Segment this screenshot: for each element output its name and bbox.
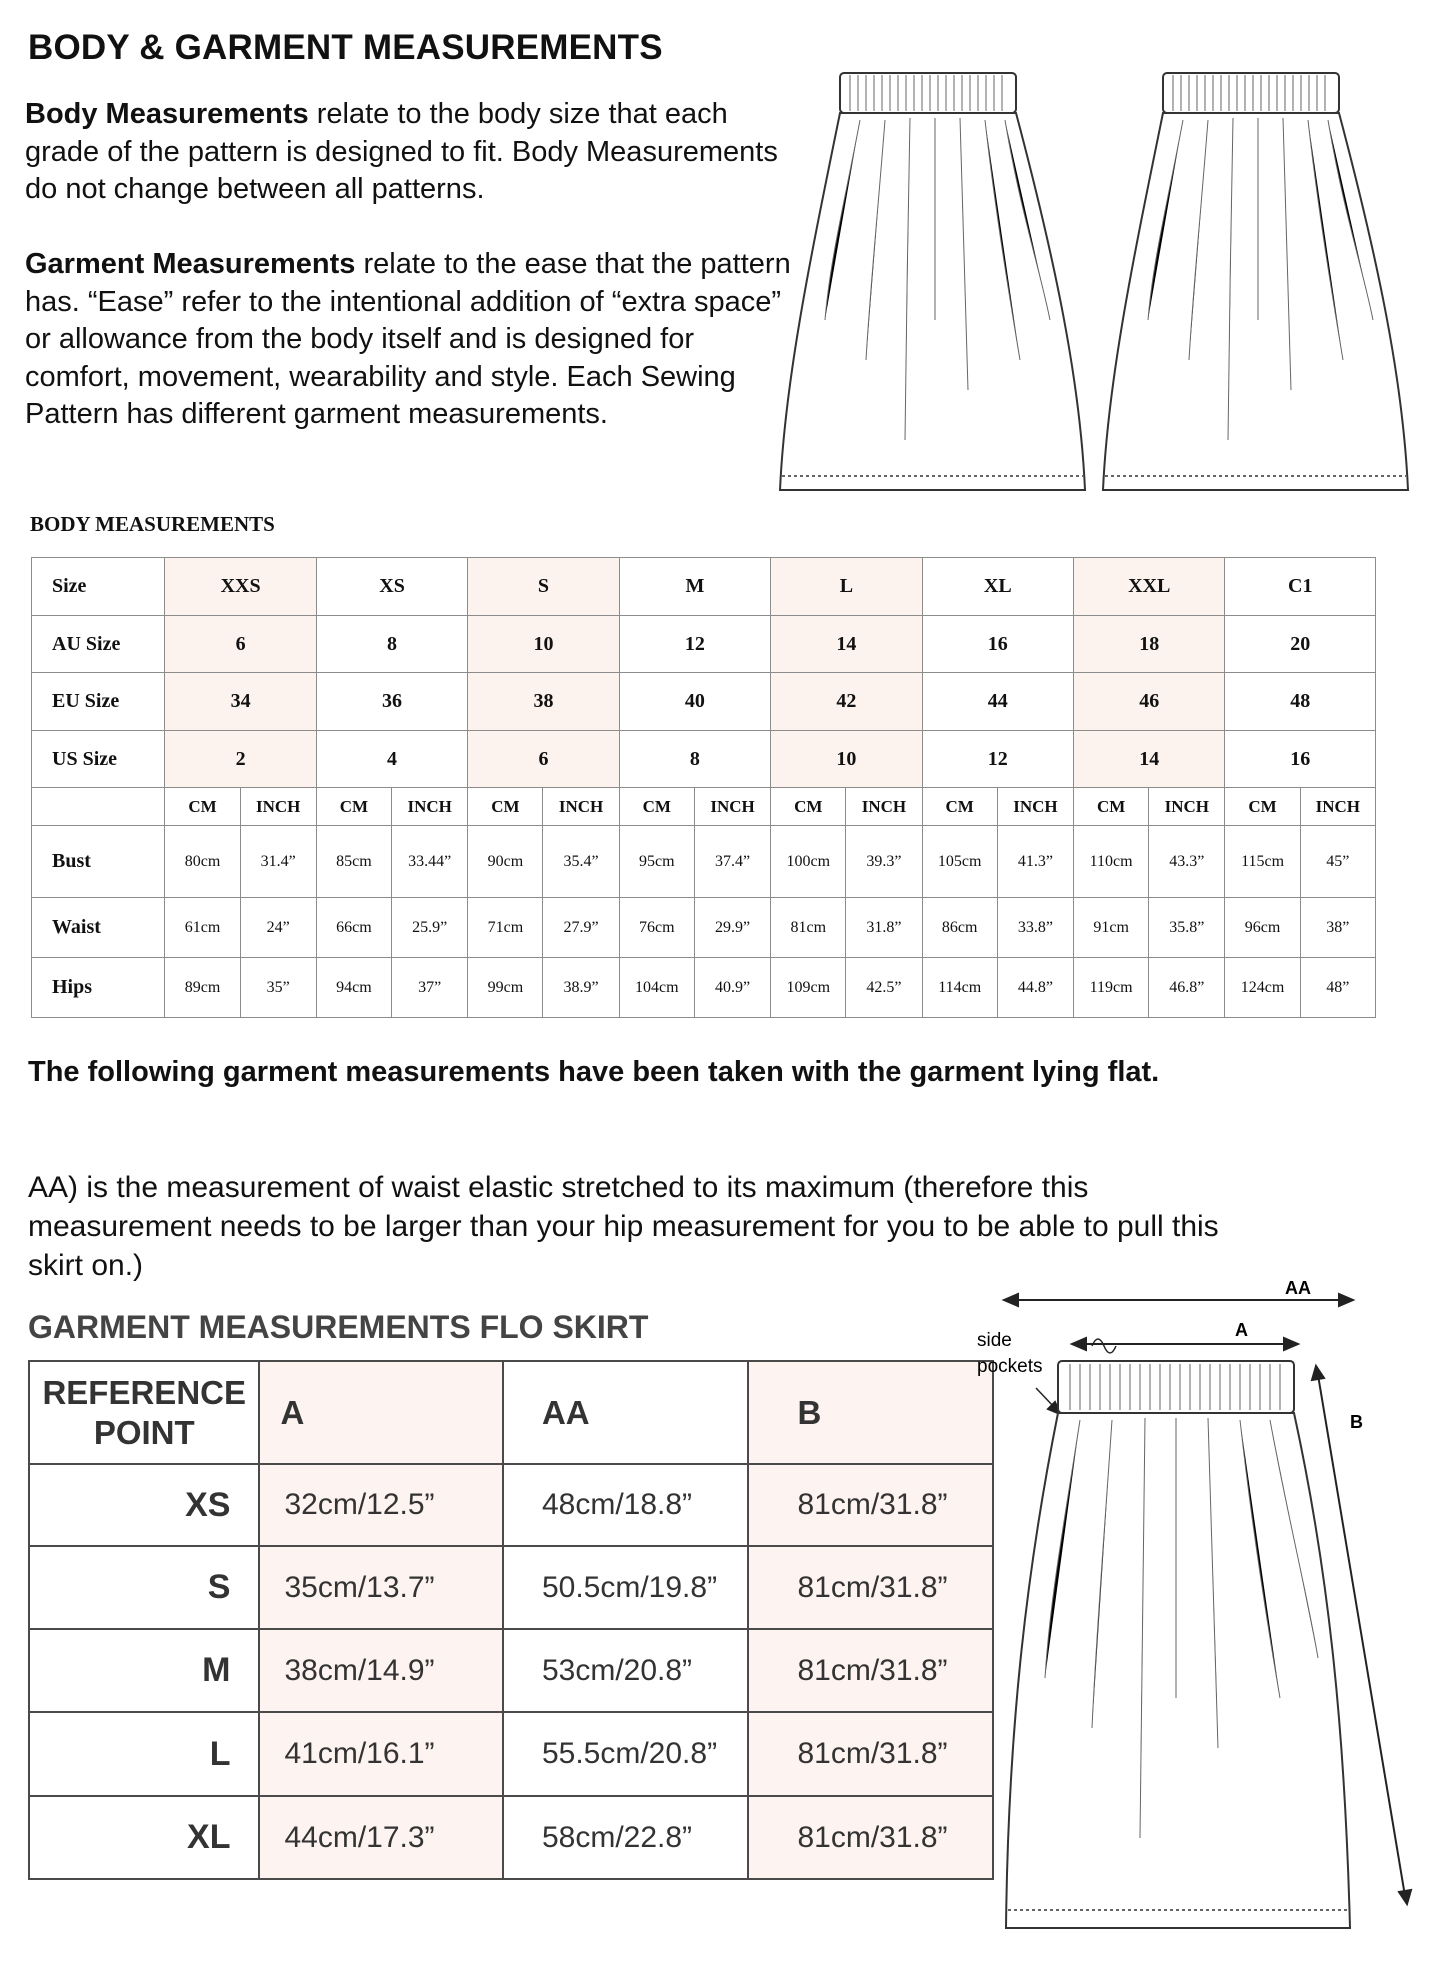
value-cell: 44cm/17.3” (259, 1796, 503, 1879)
table-cell: 38 (468, 673, 619, 731)
value-cell: 81cm/31.8” (748, 1546, 993, 1629)
table-cell: 33.44” (392, 826, 468, 898)
point-label: POINT (93, 1413, 195, 1451)
table-row (29, 1712, 993, 1796)
au-size-row (32, 616, 1376, 673)
size-header: S (468, 558, 619, 616)
size-row (32, 558, 1376, 616)
table-cell: 29.9” (694, 898, 770, 958)
table-cell: 90cm (468, 826, 543, 898)
table-cell: 39.3” (846, 826, 922, 898)
table-cell: 48 (1225, 673, 1376, 731)
table-cell: 14 (771, 616, 922, 673)
size-label: Size (32, 558, 165, 616)
table-cell: 25.9” (392, 898, 468, 958)
table-cell: 86cm (922, 898, 997, 958)
table-cell: 8 (316, 616, 467, 673)
aa-measurement-note: AA) is the measurement of waist elastic stretched to its maximum (therefore this measurement needs to be larger than your hip measurement for you to be able to pull this skirt on.) (28, 1171, 1219, 1282)
table-cell: 38” (1300, 898, 1375, 958)
unit-cm: CM (1225, 788, 1300, 826)
table-cell: 37.4” (694, 826, 770, 898)
reference-label: REFERENCE (42, 1373, 246, 1411)
table-cell: 35.4” (543, 826, 619, 898)
value-cell: 55.5cm/20.8” (503, 1712, 749, 1796)
table-cell: 35” (240, 958, 316, 1018)
table-cell: 46 (1074, 673, 1225, 731)
table-cell: 24” (240, 898, 316, 958)
table-cell: 96cm (1225, 898, 1300, 958)
unit-row (32, 788, 1376, 826)
table-cell: 37” (392, 958, 468, 1018)
table-cell: 6 (468, 731, 619, 788)
unit-inch: INCH (543, 788, 619, 826)
table-cell: 38.9” (543, 958, 619, 1018)
unit-cm: CM (468, 788, 543, 826)
value-cell: 35cm/13.7” (259, 1546, 503, 1629)
table-cell: 104cm (619, 958, 694, 1018)
table-cell: 80cm (165, 826, 240, 898)
label-a: A (1235, 1320, 1248, 1340)
unit-inch: INCH (1300, 788, 1375, 826)
table-cell: 66cm (316, 898, 391, 958)
unit-cm: CM (619, 788, 694, 826)
size-header: XS (316, 558, 467, 616)
value-cell: 32cm/12.5” (259, 1464, 503, 1546)
row-label: Bust (32, 826, 165, 898)
table-cell: 44 (922, 673, 1073, 731)
table-row (29, 1464, 993, 1546)
value-cell: 50.5cm/19.8” (503, 1546, 749, 1629)
label-b: B (1350, 1412, 1363, 1432)
table-cell: 20 (1225, 616, 1376, 673)
garment-measurements-table (28, 1360, 994, 1880)
table-cell: 48” (1300, 958, 1375, 1018)
table-cell: 91cm (1074, 898, 1149, 958)
value-cell: 81cm/31.8” (748, 1629, 993, 1712)
table-cell: 6 (165, 616, 316, 673)
garment-measurements-desc: relate to the ease that the pattern has. “Ease” refer to the intentional addition of “extra space” or allowance from the body itself and is designed for comfort, movement, wearability and style. Each Sewing Pattern has different garment measurements. (25, 248, 791, 430)
table-cell: 10 (468, 616, 619, 673)
reference-point-header (29, 1361, 259, 1464)
empty-cell (32, 788, 165, 826)
value-cell: 58cm/22.8” (503, 1796, 749, 1879)
table-cell: 119cm (1074, 958, 1149, 1018)
table-cell: 12 (922, 731, 1073, 788)
bust-row (32, 826, 1376, 898)
skirt-measurement-diagram (977, 1278, 1440, 1958)
waist-row (32, 898, 1376, 958)
size-header: L (771, 558, 922, 616)
table-cell: 44.8” (997, 958, 1073, 1018)
garment-table-title: GARMENT MEASUREMENTS FLO SKIRT (28, 1309, 649, 1345)
table-cell: 31.4” (240, 826, 316, 898)
table-cell: 81cm (771, 898, 846, 958)
table-cell: 33.8” (997, 898, 1073, 958)
size-header: C1 (1225, 558, 1376, 616)
unit-cm: CM (1074, 788, 1149, 826)
row-label: AU Size (32, 616, 165, 673)
table-cell: 16 (922, 616, 1073, 673)
label-aa: AA (1285, 1278, 1311, 1298)
unit-cm: CM (165, 788, 240, 826)
size-header: XXL (1074, 558, 1225, 616)
table-cell: 76cm (619, 898, 694, 958)
table-cell: 42.5” (846, 958, 922, 1018)
body-measurements-table (31, 557, 1376, 1018)
table-cell: 115cm (1225, 826, 1300, 898)
table-cell: 14 (1074, 731, 1225, 788)
value-cell: 81cm/31.8” (748, 1464, 993, 1546)
table-cell: 89cm (165, 958, 240, 1018)
table-cell: 105cm (922, 826, 997, 898)
table-row (29, 1629, 993, 1712)
skirt-front-back-illustration (770, 60, 1430, 520)
body-measurements-desc: relate to the body size that each grade of the pattern is designed to fit. Body Measurements do not change between all patterns. (25, 98, 778, 205)
column-header-b: B (748, 1361, 993, 1464)
body-measurements-intro (25, 96, 795, 209)
unit-cm: CM (316, 788, 391, 826)
table-cell: 8 (619, 731, 770, 788)
column-header-aa: AA (503, 1361, 749, 1464)
us-size-row (32, 731, 1376, 788)
size-header: XL (922, 558, 1073, 616)
table-cell: 95cm (619, 826, 694, 898)
unit-inch: INCH (392, 788, 468, 826)
size-header: XXS (165, 558, 316, 616)
table-cell: 110cm (1074, 826, 1149, 898)
row-label: Waist (32, 898, 165, 958)
table-cell: 46.8” (1149, 958, 1225, 1018)
column-header-a: A (259, 1361, 503, 1464)
row-label: US Size (32, 731, 165, 788)
pockets-label: pockets (977, 1356, 1043, 1377)
table-cell: 12 (619, 616, 770, 673)
table-cell: 2 (165, 731, 316, 788)
table-cell: 71cm (468, 898, 543, 958)
unit-inch: INCH (846, 788, 922, 826)
table-cell: 114cm (922, 958, 997, 1018)
table-cell: 18 (1074, 616, 1225, 673)
table-cell: 40 (619, 673, 770, 731)
table-cell: 100cm (771, 826, 846, 898)
table-cell: 16 (1225, 731, 1376, 788)
table-cell: 45” (1300, 826, 1375, 898)
table-row (29, 1796, 993, 1879)
flat-measurement-note: The following garment measurements have been taken with the garment lying flat. (28, 1056, 1160, 1088)
garment-measurements-term: Garment Measurements (25, 248, 356, 280)
table-cell: 42 (771, 673, 922, 731)
value-cell: 81cm/31.8” (748, 1796, 993, 1879)
body-measurements-term: Body Measurements (25, 98, 309, 130)
row-label: Hips (32, 958, 165, 1018)
table-cell: 85cm (316, 826, 391, 898)
table-cell: 34 (165, 673, 316, 731)
unit-inch: INCH (694, 788, 770, 826)
table-cell: 4 (316, 731, 467, 788)
value-cell: 38cm/14.9” (259, 1629, 503, 1712)
size-cell: L (29, 1712, 259, 1796)
table-cell: 41.3” (997, 826, 1073, 898)
table-cell: 124cm (1225, 958, 1300, 1018)
unit-inch: INCH (1149, 788, 1225, 826)
table-cell: 31.8” (846, 898, 922, 958)
size-cell: M (29, 1629, 259, 1712)
table-cell: 36 (316, 673, 467, 731)
size-header: M (619, 558, 770, 616)
unit-inch: INCH (240, 788, 316, 826)
garment-measurements-intro (25, 246, 795, 434)
unit-cm: CM (771, 788, 846, 826)
value-cell: 41cm/16.1” (259, 1712, 503, 1796)
body-measurements-table-title: BODY MEASUREMENTS (30, 512, 275, 536)
table-cell: 40.9” (694, 958, 770, 1018)
table-row (29, 1546, 993, 1629)
table-cell: 94cm (316, 958, 391, 1018)
row-label: EU Size (32, 673, 165, 731)
table-cell: 61cm (165, 898, 240, 958)
unit-inch: INCH (997, 788, 1073, 826)
eu-size-row (32, 673, 1376, 731)
value-cell: 53cm/20.8” (503, 1629, 749, 1712)
size-cell: XS (29, 1464, 259, 1546)
table-cell: 10 (771, 731, 922, 788)
table-cell: 43.3” (1149, 826, 1225, 898)
side-label: side (977, 1330, 1012, 1351)
size-cell: XL (29, 1796, 259, 1879)
value-cell: 48cm/18.8” (503, 1464, 749, 1546)
table-cell: 109cm (771, 958, 846, 1018)
table-cell: 35.8” (1149, 898, 1225, 958)
size-cell: S (29, 1546, 259, 1629)
page-title: BODY & GARMENT MEASUREMENTS (28, 28, 663, 67)
unit-cm: CM (922, 788, 997, 826)
table-cell: 99cm (468, 958, 543, 1018)
table-cell: 27.9” (543, 898, 619, 958)
garment-header-row (29, 1361, 993, 1464)
hips-row (32, 958, 1376, 1018)
value-cell: 81cm/31.8” (748, 1712, 993, 1796)
